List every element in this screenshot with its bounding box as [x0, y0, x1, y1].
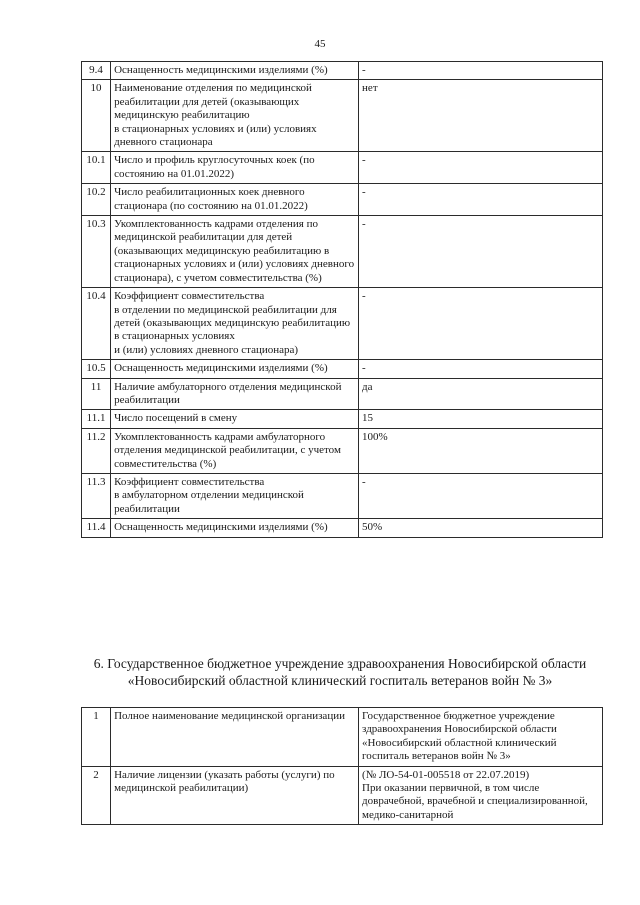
- table-row: [82, 360, 603, 378]
- row-number: 10.1: [82, 152, 111, 184]
- row-value: 100%: [359, 428, 603, 473]
- row-criterion: Число и профиль круглосуточных коек (по состоянию на 01.01.2022): [111, 152, 359, 184]
- table-row: [82, 473, 603, 518]
- row-criterion: Укомплектованность кадрами отделения по медицинской реабилитации для детей (оказывающих медицинскую реабилитацию в стационарных условиях и (или) условиях дневного стационара), с учетом совместительства (%): [111, 216, 359, 288]
- row-criterion: Число посещений в смену: [111, 410, 359, 428]
- row-criterion: Коэффициент совместительства в амбулаторном отделении медицинской реабилитации: [111, 473, 359, 518]
- row-criterion: Наличие амбулаторного отделения медицинской реабилитации: [111, 378, 359, 410]
- table-row: [82, 288, 603, 360]
- row-value: -: [359, 288, 603, 360]
- row-number: 10.4: [82, 288, 111, 360]
- row-value: 15: [359, 410, 603, 428]
- criteria-table-top: [81, 61, 603, 538]
- row-value: -: [359, 62, 603, 80]
- row-criterion: Коэффициент совместительства в отделении по медицинской реабилитации для детей (оказывающих медицинскую реабилитацию в стационарных условиях и (или) условиях дневного стационара): [111, 288, 359, 360]
- table-row: [82, 410, 603, 428]
- row-value: 50%: [359, 519, 603, 537]
- row-number: 11.4: [82, 519, 111, 537]
- row-number: 11: [82, 378, 111, 410]
- table-row: [82, 378, 603, 410]
- row-value: -: [359, 360, 603, 378]
- row-number: 2: [82, 766, 111, 825]
- row-value: -: [359, 184, 603, 216]
- row-value: Государственное бюджетное учреждение здравоохранения Новосибирской области «Новосибирский областной клинический госпиталь ветеранов войн № 3»: [359, 708, 603, 767]
- row-criterion: Укомплектованность кадрами амбулаторного отделения медицинской реабилитации, с учетом совместительства (%): [111, 428, 359, 473]
- row-criterion: Число реабилитационных коек дневного стационара (по состоянию на 01.01.2022): [111, 184, 359, 216]
- row-value: нет: [359, 80, 603, 152]
- row-number: 9.4: [82, 62, 111, 80]
- row-criterion: Полное наименование медицинской организации: [111, 708, 359, 767]
- table-row: [82, 184, 603, 216]
- table-row: [82, 152, 603, 184]
- row-value: да: [359, 378, 603, 410]
- table-row: [82, 216, 603, 288]
- row-number: 11.3: [82, 473, 111, 518]
- row-number: 10: [82, 80, 111, 152]
- page-number: 45: [314, 38, 326, 50]
- table-row: [82, 80, 603, 152]
- row-number: 11.2: [82, 428, 111, 473]
- row-criterion: Наименование отделения по медицинской реабилитации для детей (оказывающих медицинскую реабилитацию в стационарных условиях и (или) условиях дневного стационара: [111, 80, 359, 152]
- row-value: -: [359, 216, 603, 288]
- table-row: [82, 62, 603, 80]
- row-criterion: Наличие лицензии (указать работы (услуги) по медицинской реабилитации): [111, 766, 359, 825]
- row-number: 10.2: [82, 184, 111, 216]
- row-criterion: Оснащенность медицинскими изделиями (%): [111, 62, 359, 80]
- table-row: [82, 519, 603, 537]
- row-number: 10.3: [82, 216, 111, 288]
- row-number: 1: [82, 708, 111, 767]
- table-row: [82, 766, 603, 825]
- table-row: [82, 708, 603, 767]
- row-number: 10.5: [82, 360, 111, 378]
- row-value: -: [359, 152, 603, 184]
- row-number: 11.1: [82, 410, 111, 428]
- section-heading: 6. Государственное бюджетное учреждение здравоохранения Новосибирской области «Новосибирский областной клинический госпиталь ветеранов войн № 3»: [93, 656, 587, 688]
- row-criterion: Оснащенность медицинскими изделиями (%): [111, 360, 359, 378]
- row-value: (№ ЛО-54-01-005518 от 22.07.2019) При оказании первичной, в том числе доврачебной, врачебной и специализированной, медико-санитарной: [359, 766, 603, 825]
- row-criterion: Оснащенность медицинскими изделиями (%): [111, 519, 359, 537]
- row-value: -: [359, 473, 603, 518]
- table-row: [82, 428, 603, 473]
- organization-table: [81, 707, 603, 825]
